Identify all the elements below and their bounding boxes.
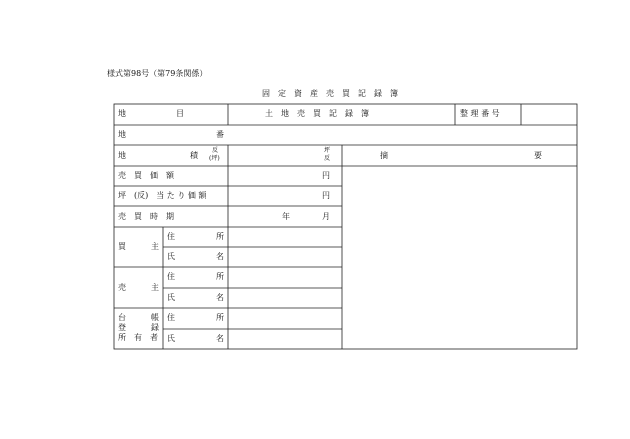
owner-address-a: 住 (167, 313, 175, 322)
unit-price-unit: 円 (322, 191, 330, 200)
area-label-b: 積 (190, 151, 198, 160)
seller-name-a: 氏 (167, 293, 175, 302)
remarks-label-b: 要 (534, 151, 542, 160)
date-month: 月 (322, 212, 330, 221)
owner-address-b: 所 (216, 313, 224, 322)
area-unit-top: 反 (212, 147, 219, 154)
owner-name-a: 氏 (167, 334, 175, 343)
seller-address-a: 住 (167, 272, 175, 281)
area-unit2-top: 坪 (324, 147, 331, 154)
seller-name-b: 名 (216, 293, 224, 302)
category-label: 目 (176, 109, 184, 118)
owner-name-b: 名 (216, 334, 224, 343)
area-unit-bottom: (坪) (209, 155, 220, 162)
table-border (114, 104, 577, 349)
area-unit2-bottom: 反 (324, 155, 331, 162)
price-unit: 円 (322, 171, 330, 180)
ref-no-label: 整 理 番 号 (460, 109, 500, 118)
lot-label-b: 番 (216, 130, 224, 139)
owner-line1-a: 台 (118, 313, 126, 322)
buyer-label-b: 主 (151, 242, 159, 251)
ledger-title: 土 地 売 買 記 録 簿 (265, 109, 369, 118)
buyer-name-b: 名 (216, 252, 224, 261)
buyer-address-a: 住 (167, 232, 175, 241)
lot-label-a: 地 (118, 130, 126, 139)
owner-line2-a: 登 (118, 323, 126, 332)
buyer-name-a: 氏 (167, 252, 175, 261)
remarks-label-a: 摘 (380, 151, 388, 160)
owner-line3: 所 有 者 (118, 333, 158, 342)
seller-label-a: 売 (118, 283, 126, 292)
buyer-address-b: 所 (216, 232, 224, 241)
form-number: 様式第98号（第79条関係） (107, 69, 208, 78)
owner-line1-b: 帳 (151, 313, 159, 322)
unit-price-label: 坪 (反) 当 た り 価 額 (118, 191, 207, 200)
seller-label-b: 主 (151, 283, 159, 292)
location-label: 地 (118, 109, 126, 118)
date-label: 売 買 時 期 (118, 212, 174, 221)
area-label-a: 地 (118, 151, 126, 160)
seller-address-b: 所 (216, 272, 224, 281)
date-year: 年 (282, 212, 290, 221)
owner-line2-b: 録 (151, 323, 159, 332)
price-label: 売 買 価 額 (118, 171, 174, 180)
document-title: 固 定 資 産 売 買 記 録 簿 (262, 89, 398, 98)
buyer-label-a: 買 (118, 242, 126, 251)
